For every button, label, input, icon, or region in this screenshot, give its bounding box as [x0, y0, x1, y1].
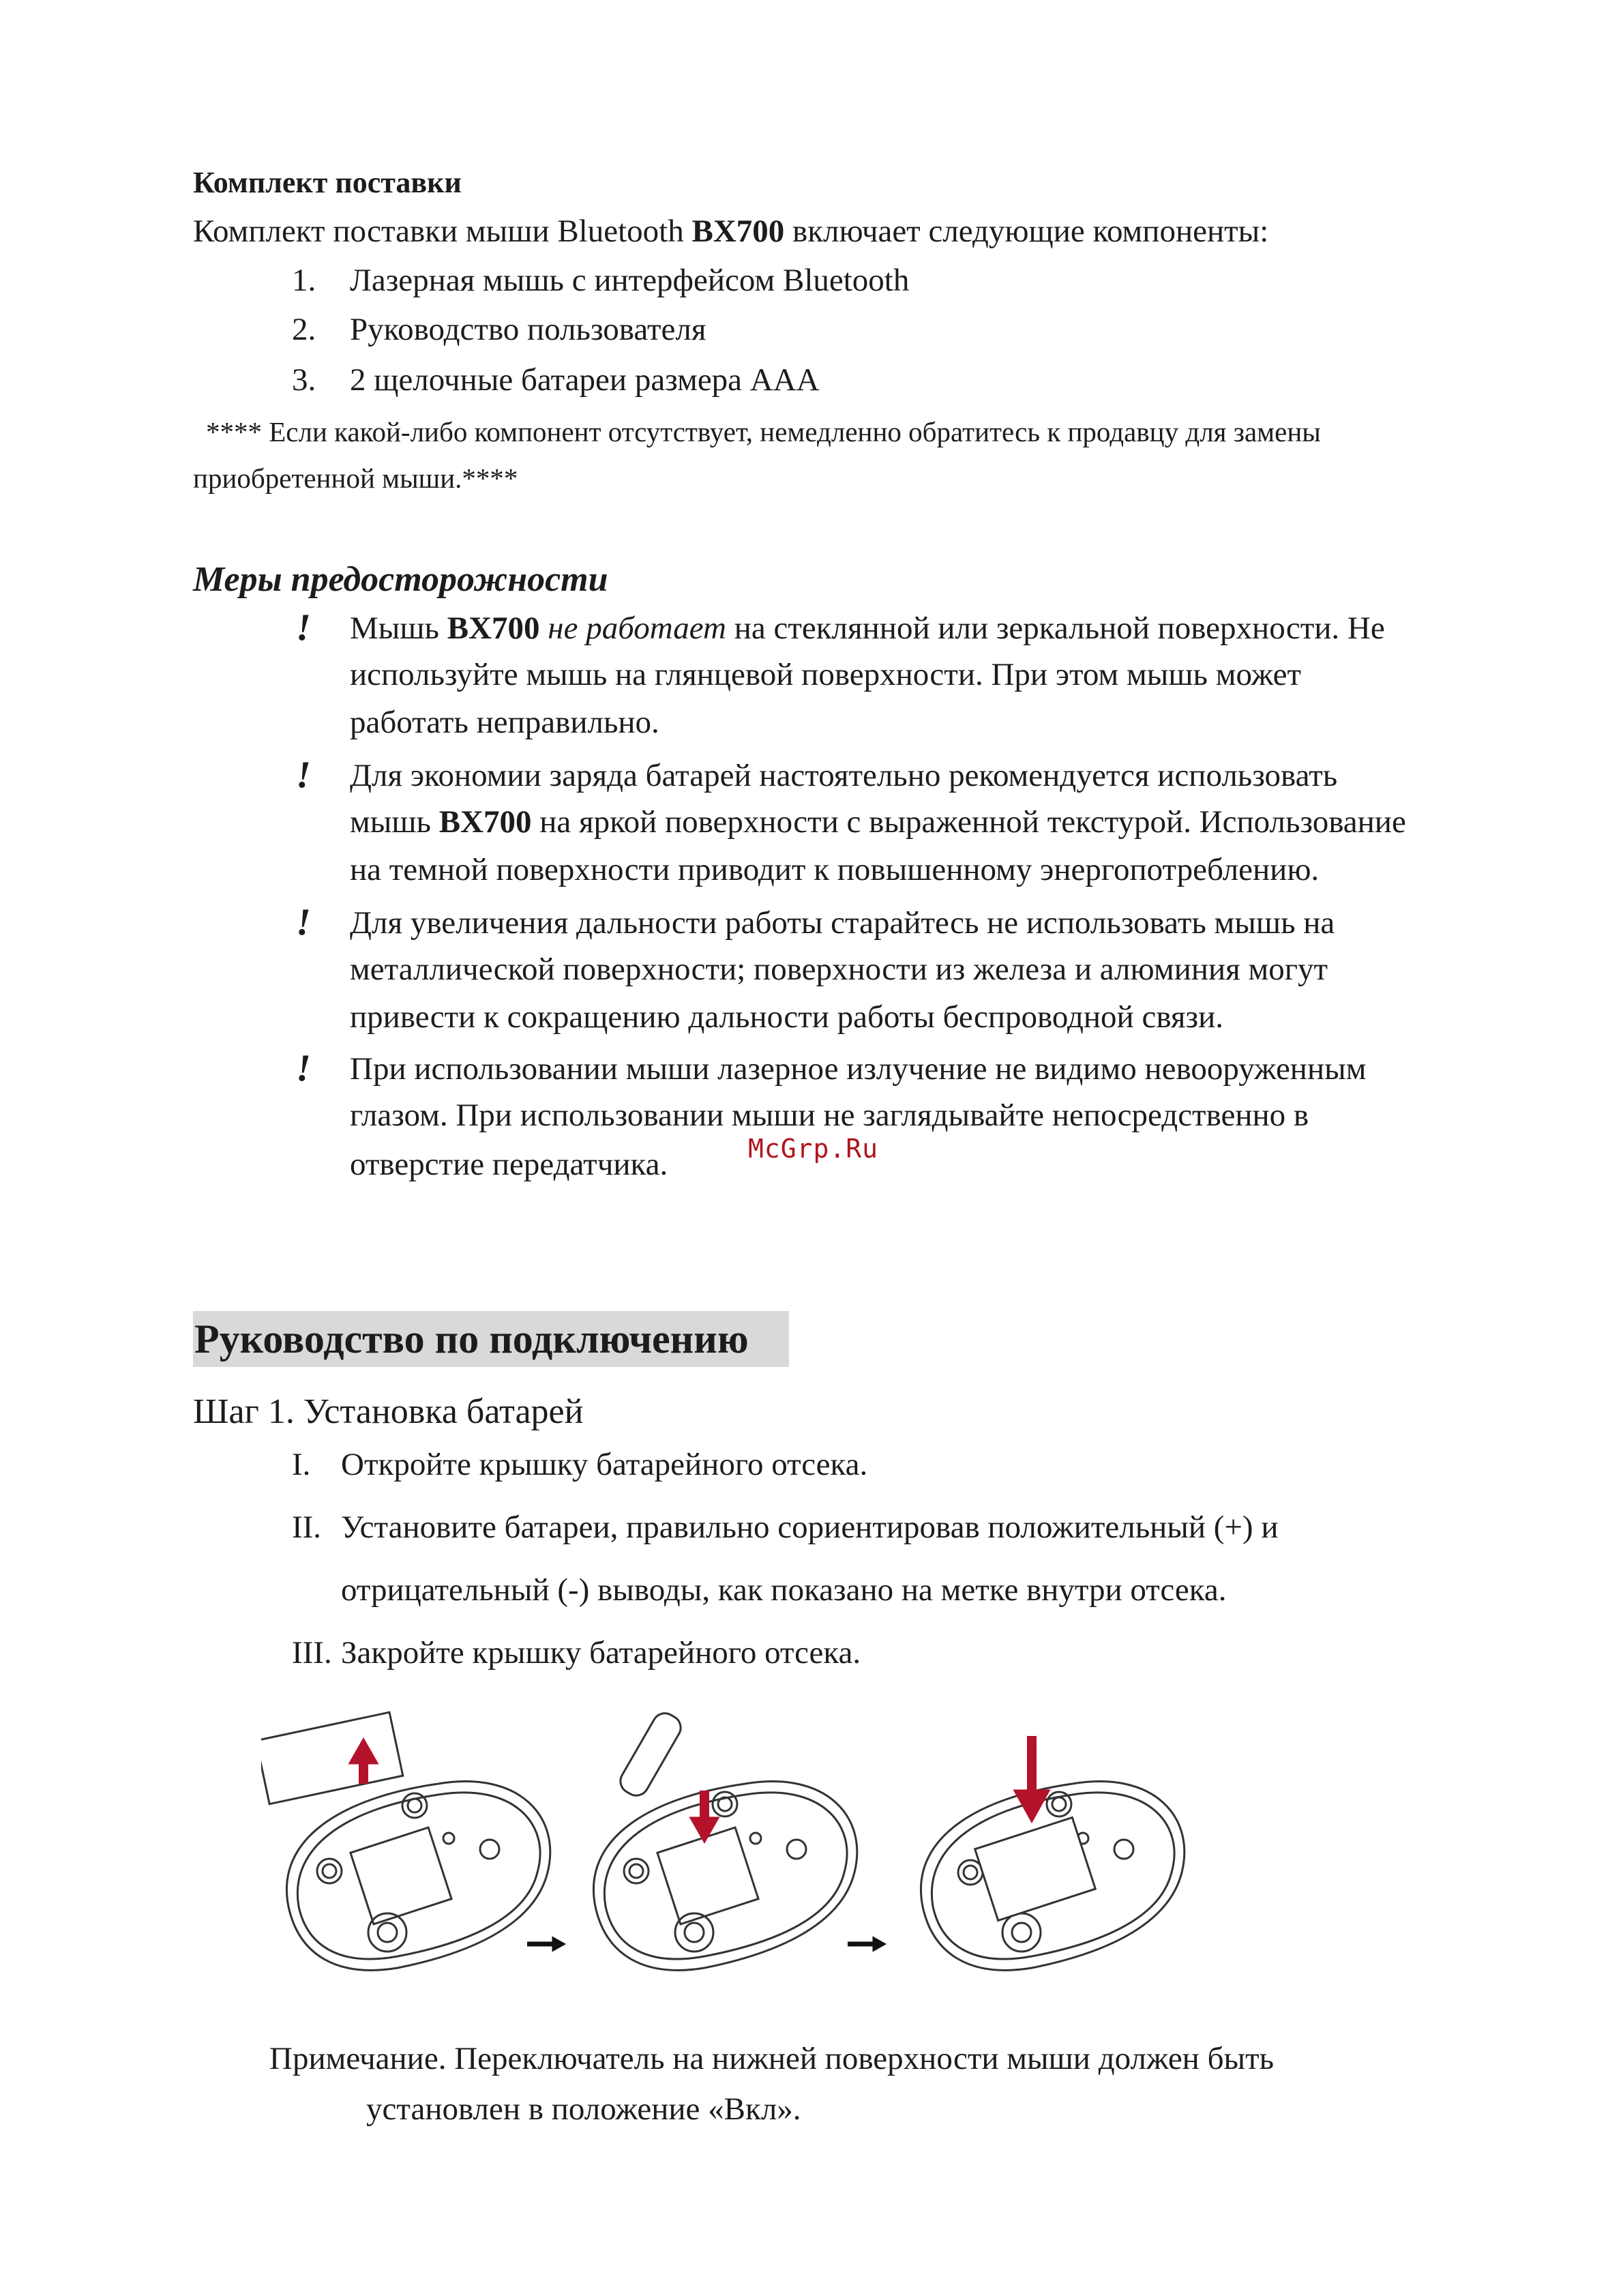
precaution-4-line1: При использовании мыши лазерное излучение не видимо невооруженным	[350, 1051, 1367, 1087]
precaution-3-line2: металлической поверхности; поверхности из железа и алюминия могут	[350, 952, 1328, 987]
precautions-heading: Меры предосторожности	[193, 560, 608, 599]
precaution-2-line3: на темной поверхности приводит к повышенному энергопотреблению.	[350, 852, 1320, 887]
precaution-1-line1	[350, 610, 1385, 646]
precaution-1-line3: работать неправильно.	[350, 705, 659, 740]
package-intro	[193, 216, 1268, 248]
model-name: BX700	[691, 214, 785, 249]
list-item-number: 3.	[292, 362, 316, 398]
precaution-3-line3: привести к сокращению дальности работы беспроводной связи.	[350, 999, 1223, 1035]
exclamation-icon: !	[296, 1047, 311, 1089]
precaution-text: Мышь	[350, 610, 447, 646]
mouse-underside-open-cover	[261, 1712, 550, 1970]
package-note-line1: **** Если какой-либо компонент отсутствует, немедленно обратитесь к продавцу для замены	[206, 416, 1321, 447]
precaution-3-line1: Для увеличения дальности работы старайтесь не использовать мышь на	[350, 905, 1335, 941]
intro-text-post: включает следующие компоненты:	[784, 214, 1269, 249]
exclamation-icon: !	[296, 606, 311, 649]
arrow-right-icon	[848, 1938, 884, 1950]
precaution-text: мышь	[350, 804, 439, 840]
note-line2: установлен в положение «Вкл».	[366, 2091, 801, 2127]
precaution-2-line2	[350, 806, 1406, 838]
precaution-text	[540, 610, 548, 646]
step-number: I.	[292, 1447, 311, 1482]
precaution-4-line2: глазом. При использовании мыши не заглядывайте непосредственно в	[350, 1098, 1309, 1133]
precaution-emphasis: не работает	[548, 610, 726, 646]
watermark: McGrp.Ru	[748, 1134, 879, 1164]
precaution-text: на стеклянной или зеркальной поверхности. Не	[726, 610, 1385, 646]
list-item: Лазерная мышь с интерфейсом Bluetooth	[350, 263, 910, 298]
intro-text-pre: Комплект поставки мыши Bluetooth	[193, 214, 692, 249]
step-number: II.	[292, 1510, 322, 1545]
note-line1: Примечание. Переключатель на нижней поверхности мыши должен быть	[269, 2041, 1275, 2076]
precaution-2-line1: Для экономии заряда батарей настоятельно рекомендуется использовать	[350, 758, 1338, 793]
step-heading: Шаг 1. Установка батарей	[193, 1392, 584, 1431]
list-item-number: 2.	[292, 312, 316, 347]
precaution-4-line3: отверстие передатчика.	[350, 1147, 668, 1182]
step-item: Закройте крышку батарейного отсека.	[341, 1635, 861, 1671]
step-item: Откройте крышку батарейного отсека.	[341, 1447, 868, 1482]
package-heading: Комплект поставки	[193, 166, 462, 199]
exclamation-icon: !	[296, 901, 311, 943]
mouse-underside-closing-cover	[921, 1736, 1184, 1970]
list-item: Руководство пользователя	[350, 312, 706, 347]
model-name: BX700	[447, 610, 540, 646]
package-note-line2: приобретенной мыши.****	[193, 462, 518, 494]
precaution-text: на яркой поверхности с выраженной текстурой. Использование	[531, 804, 1406, 840]
list-item: 2 щелочные батареи размера AAA	[350, 362, 820, 398]
battery-installation-illustration	[261, 1702, 1257, 2002]
step-item-continuation: отрицательный (-) выводы, как показано на метке внутри отсека.	[341, 1572, 1227, 1608]
mouse-underside-inserting-batteries	[593, 1709, 857, 1970]
precaution-1-line2: используйте мышь на глянцевой поверхности. При этом мышь может	[350, 657, 1302, 692]
step-item: Установите батареи, правильно сориентировав положительный (+) и	[341, 1510, 1279, 1545]
step-number: III.	[292, 1635, 332, 1671]
model-name: BX700	[438, 804, 532, 840]
section-title: Руководство по подключению	[194, 1316, 749, 1362]
list-item-number: 1.	[292, 263, 316, 298]
arrow-right-icon	[527, 1938, 564, 1950]
exclamation-icon: !	[296, 754, 311, 796]
